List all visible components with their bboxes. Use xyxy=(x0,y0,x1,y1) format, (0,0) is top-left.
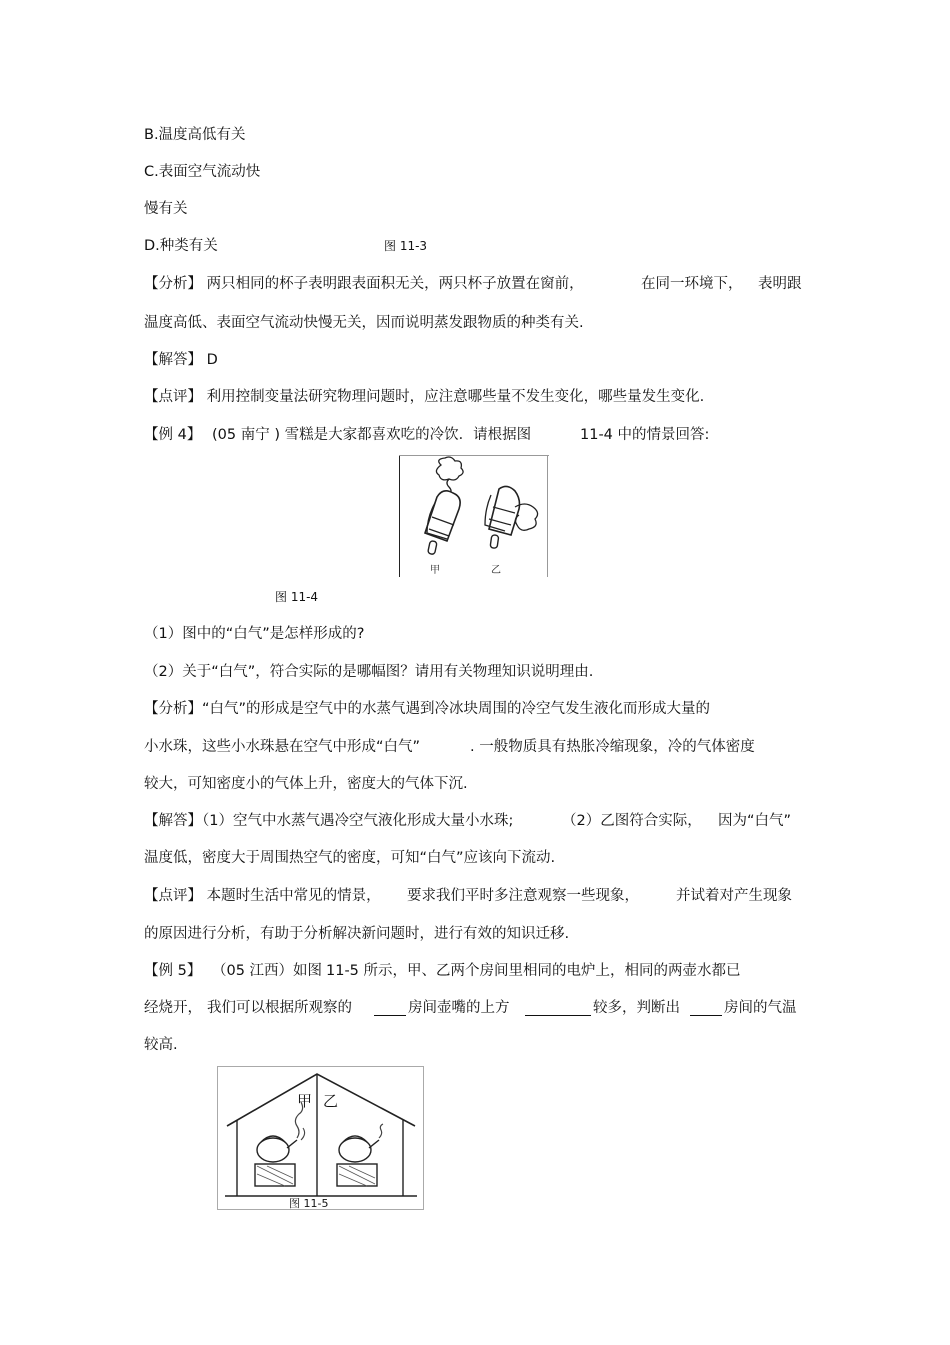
analysis-1-part2: 在同一环境下， xyxy=(641,276,743,292)
question-1: （1）图中的“白气”是怎样形成的? xyxy=(144,626,365,642)
analysis-2-line2a: 小水珠，这些小水珠悬在空气中形成“白气” xyxy=(144,739,421,755)
blank-3[interactable] xyxy=(690,1002,722,1016)
review-2-part1: 【点评】 本题时生活中常见的情景， xyxy=(144,888,381,904)
figure-11-4-label-yi: 乙 xyxy=(491,565,501,576)
option-d: D.种类有关 xyxy=(144,238,218,254)
review-1: 【点评】 利用控制变量法研究物理问题时，应注意哪些量不发生变化，哪些量发生变化. xyxy=(144,389,705,405)
example-5-text: （05 江西）如图 xyxy=(212,963,323,979)
answer-2-part1: 【解答】（1）空气中水蒸气遇冷空气液化形成大量小水珠; xyxy=(144,813,514,829)
analysis-2-line2b: . 一般物质具有热胀冷缩现象，冷的气体密度 xyxy=(470,739,755,755)
analysis-1-part1: 【分析】 两只相同的杯子表明跟表面积无关，两只杯子放置在窗前， xyxy=(144,276,584,292)
example-5-text-end: 11-5 所示，甲、乙两个房间里相同的电炉上，相同的两壶水都已 xyxy=(326,963,741,979)
question-2: （2）关于“白气”，符合实际的是哪幅图？请用有关物理知识说明理由. xyxy=(144,664,594,680)
example-4-label: 【例 4】 xyxy=(144,427,202,443)
blank-2[interactable] xyxy=(525,1002,591,1016)
blank-1[interactable] xyxy=(374,1002,406,1016)
review-2-line2: 的原因进行分析，有助于分析解决新问题时，进行有效的知识迁移. xyxy=(144,926,570,942)
answer-2-line2: 温度低，密度大于周围热空气的密度，可知“白气”应该向下流动. xyxy=(144,850,556,866)
analysis-1-part3: 表明跟 xyxy=(758,276,802,292)
figure-11-4-label-jia: 甲 xyxy=(430,565,440,576)
option-c-line2: 慢有关 xyxy=(144,201,188,217)
figure-11-5-caption: 图 11-5 xyxy=(289,1197,329,1210)
answer-1: 【解答】 D xyxy=(144,352,218,368)
example-5-line2e: 房间的气温 xyxy=(724,1000,797,1016)
example-5-line2c: 房间壶嘴的上方 xyxy=(408,1000,510,1016)
example-5-line2a: 经烧开， xyxy=(144,1000,202,1016)
figure-11-5-label-yi: 乙 xyxy=(323,1092,339,1110)
example-4-text-end: 11-4 中的情景回答: xyxy=(580,427,710,443)
figure-11-3-caption: 图 11-3 xyxy=(384,239,428,253)
answer-2-part3: 因为“白气” xyxy=(718,813,792,829)
example-5-line3: 较高. xyxy=(144,1037,178,1053)
figure-11-4-caption: 图 11-4 xyxy=(275,590,319,604)
review-2-part3: 并试着对产生现象 xyxy=(676,888,792,904)
analysis-2-line1: 【分析】“白气”的形成是空气中的水蒸气遇到冷冰块周围的冷空气发生液化而形成大量的 xyxy=(144,701,711,717)
answer-2-part2: （2）乙图符合实际， xyxy=(562,813,702,829)
analysis-2-line3: 较大，可知密度小的气体上升，密度大的气体下沉. xyxy=(144,776,468,792)
example-4-text: (05 南宁 ) 雪糕是大家都喜欢吃的冷饮．请根据图 xyxy=(212,427,532,443)
option-c-line1: C.表面空气流动快 xyxy=(144,164,261,180)
example-5-line2d: 较多，判断出 xyxy=(593,1000,680,1016)
analysis-1-line2: 温度高低、表面空气流动快慢无关，因而说明蒸发跟物质的种类有关. xyxy=(144,315,584,331)
figure-11-5-illustration xyxy=(217,1066,424,1210)
figure-11-5-label-jia: 甲 xyxy=(297,1092,313,1110)
option-b: B.温度高低有关 xyxy=(144,127,246,143)
example-5-label: 【例 5】 xyxy=(144,963,202,979)
figure-11-4-illustration xyxy=(399,455,549,577)
example-5-line2b: 我们可以根据所观察的 xyxy=(207,1000,352,1016)
review-2-part2: 要求我们平时多注意观察一些现象， xyxy=(407,888,639,904)
